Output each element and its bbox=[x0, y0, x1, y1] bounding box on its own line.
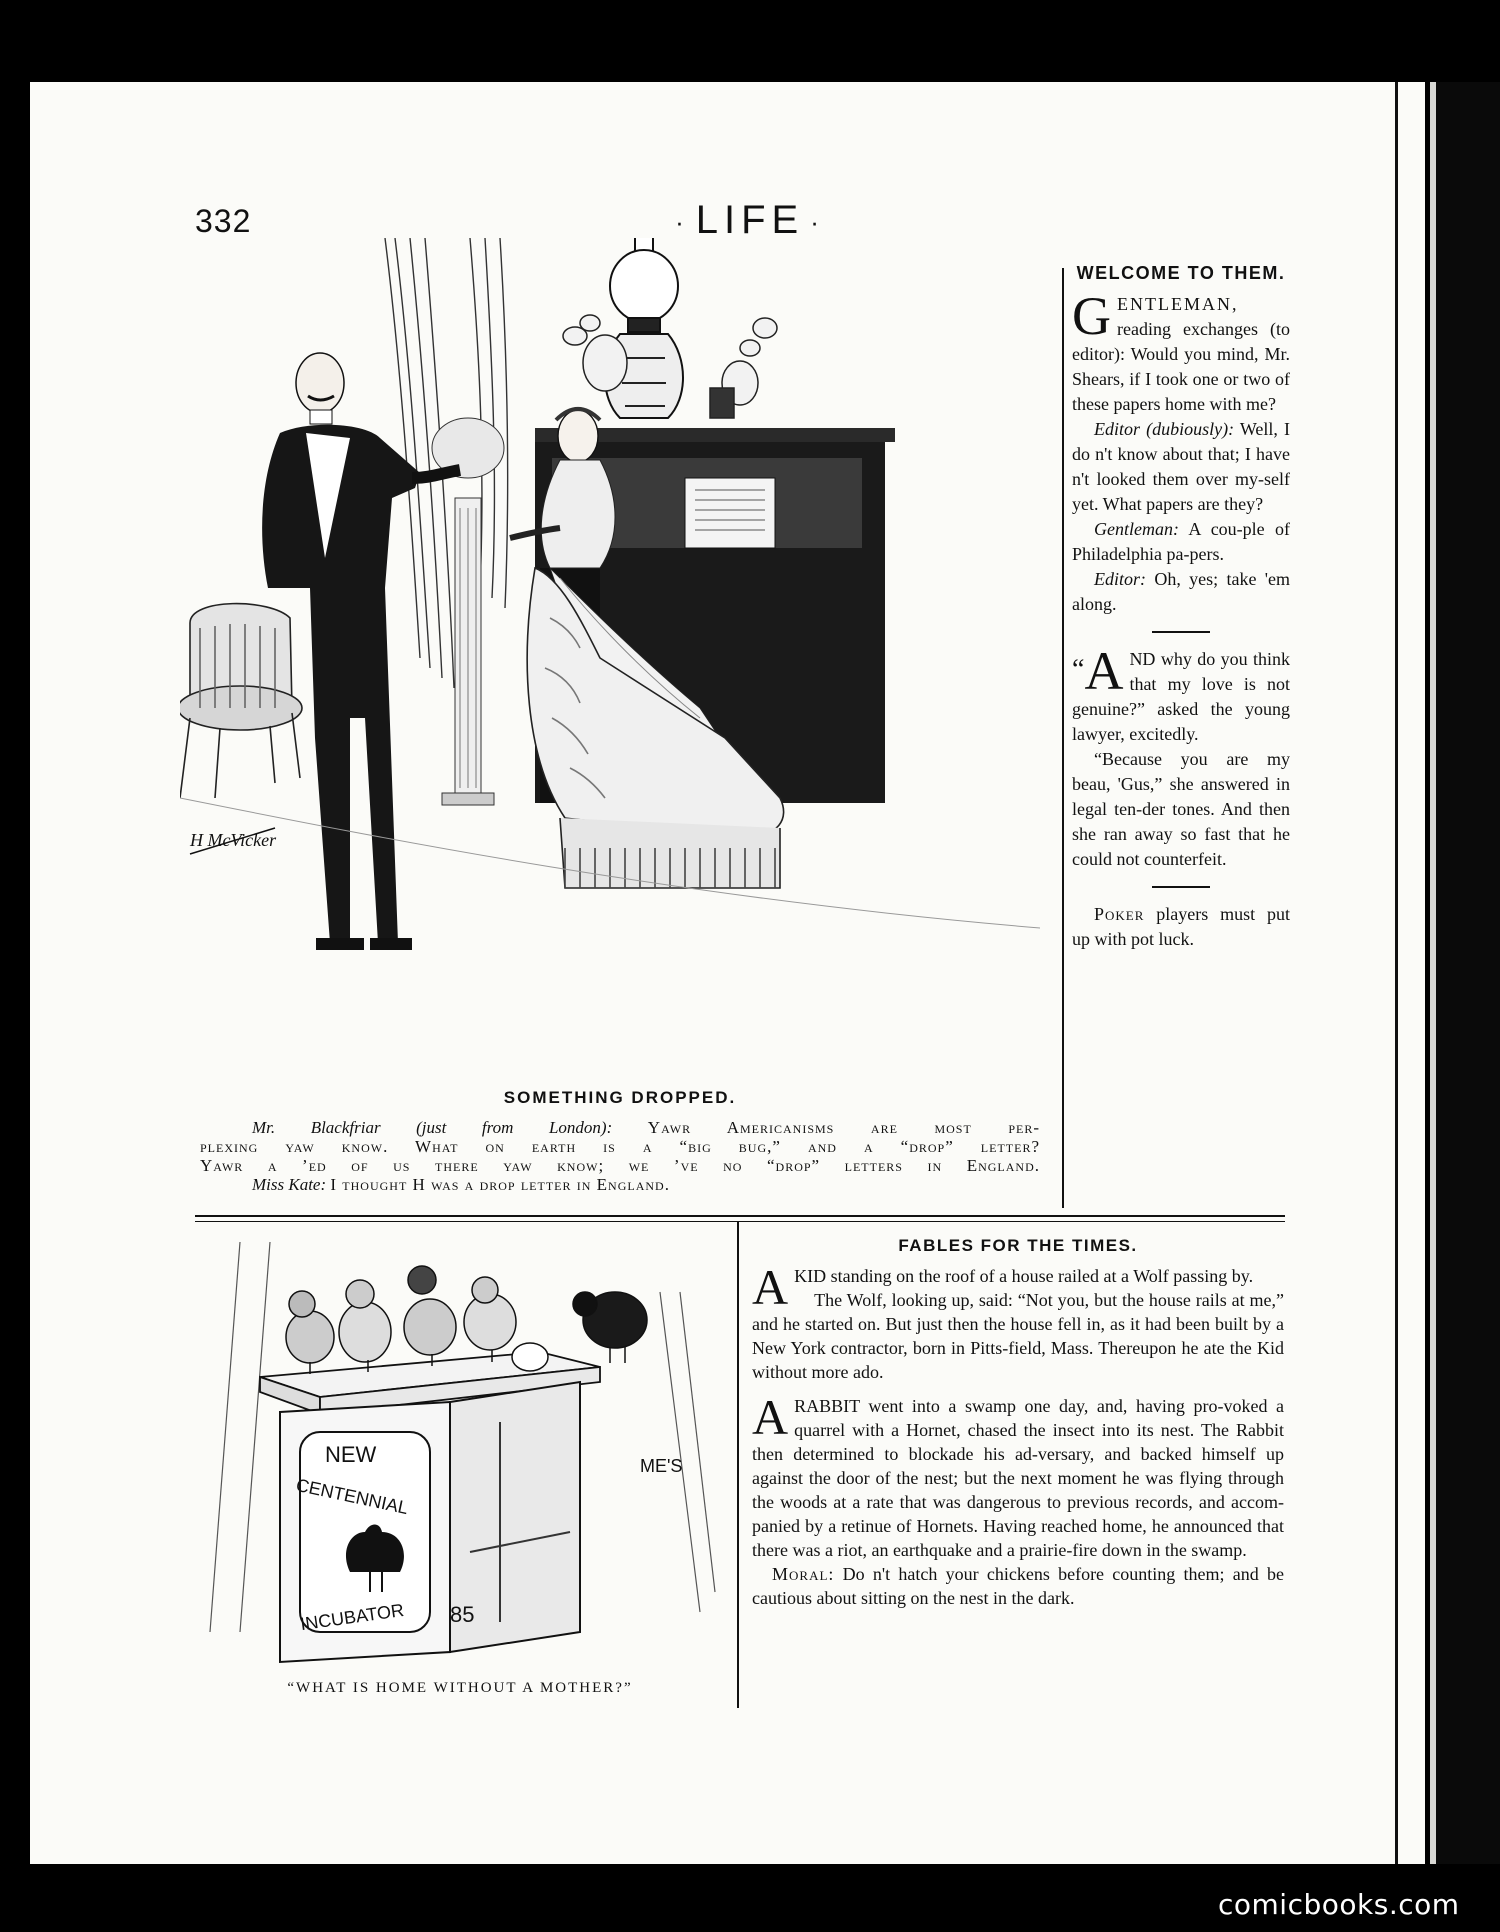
paragraph-text: Well, I do n't know about that; I have n't looked them over my-self yet. What papers are they? bbox=[1072, 419, 1290, 514]
page-number: 332 bbox=[195, 203, 252, 239]
sidebar-story-3 bbox=[1072, 902, 1290, 952]
paragraph-text: Oh, yes; take 'em along. bbox=[1072, 569, 1290, 614]
facing-page-edge bbox=[1430, 82, 1500, 1864]
svg-text:INCUBATOR: INCUBATOR bbox=[299, 1599, 406, 1635]
fable-1-continued: The Wolf, looking up, said: “Not you, but the house rails at me,” and he started on. But just then the house fell in, as it had been built by a New York contractor, born in Pitts-field, Mass. Thereupon he ate the Kid without more ado. bbox=[752, 1290, 1284, 1382]
cartoon-title: SOMETHING DROPPED. bbox=[503, 1088, 737, 1107]
svg-text:85: 85 bbox=[450, 1602, 475, 1627]
fables-title: FABLES FOR THE TIMES. bbox=[898, 1236, 1138, 1255]
cartoon-caption bbox=[200, 1118, 1040, 1194]
site-watermark: comicbooks.com bbox=[1218, 1888, 1460, 1921]
caption-line-2: plexing yaw know. What on earth is a “big bug,” and a “drop” letter? bbox=[200, 1137, 1040, 1156]
column-divider-top bbox=[1062, 268, 1064, 1208]
paragraph-text: standing on the roof of a house railed at a Wolf passing by. bbox=[830, 1266, 1254, 1286]
page-spine bbox=[1395, 82, 1420, 1864]
paragraph-text: reading exchanges (to editor): Would you mind, Mr. Shears, if I took one or two of these papers home with me? bbox=[1072, 319, 1290, 414]
sidebar-paragraph-1 bbox=[1072, 286, 1290, 417]
short-rule bbox=[1152, 886, 1210, 888]
drop-cap-g: G bbox=[1072, 286, 1111, 346]
sidebar-paragraph-2 bbox=[1072, 417, 1290, 517]
fable-2 bbox=[752, 1389, 1284, 1562]
sidebar-paragraph-4 bbox=[1072, 567, 1290, 617]
sidebar-paragraph-3 bbox=[1072, 517, 1290, 567]
speaker-blackfriar: Mr. Blackfriar bbox=[252, 1118, 381, 1137]
lead-word: KID bbox=[794, 1266, 827, 1286]
drop-cap-a: A bbox=[1084, 641, 1124, 701]
drop-cap-a: A bbox=[752, 1259, 789, 1315]
wicker-chair-drawing bbox=[180, 604, 302, 798]
magazine-title: LIFE bbox=[695, 198, 805, 242]
sidebar-story-2-reply: “Because you are my beau, 'Gus,” she answered in legal ten-der tones. And then she ran away so fast that he could not counterfeit. bbox=[1072, 749, 1290, 869]
masthead: · LIFE · bbox=[675, 198, 825, 242]
open-quote: “ bbox=[1072, 654, 1085, 685]
moral-label: Moral: bbox=[772, 1564, 835, 1584]
paragraph-text: why do you think that my love is not genuine?” asked the young lawyer, excitedly. bbox=[1072, 649, 1290, 744]
oil-lamp-drawing bbox=[605, 238, 683, 418]
speaker-editor: Editor bbox=[1094, 419, 1141, 439]
gentleman-figure-drawing bbox=[262, 353, 460, 950]
caption-text-4: I thought H was a drop letter in England. bbox=[330, 1175, 670, 1194]
incubator-illustration bbox=[200, 1232, 720, 1672]
column-divider-bottom bbox=[737, 1222, 739, 1708]
svg-text:ME'S: ME'S bbox=[640, 1456, 683, 1476]
parlor-illustration bbox=[180, 238, 1040, 1058]
short-rule bbox=[1152, 631, 1210, 633]
speaker-editor: Editor: bbox=[1094, 569, 1146, 589]
speaker-aside: (just from London): bbox=[416, 1118, 613, 1137]
fable-moral bbox=[752, 1562, 1284, 1610]
svg-text:NEW: NEW bbox=[325, 1442, 377, 1467]
section-divider bbox=[195, 1215, 1285, 1222]
fable-1 bbox=[752, 1259, 1284, 1315]
sidebar-column bbox=[1072, 262, 1290, 952]
caption-line-3: Yawr a ’ed of us there yaw know; we ’ve no “drop” letters in England. bbox=[200, 1156, 1040, 1175]
sidebar-title: WELCOME TO THEM. bbox=[1076, 263, 1286, 283]
lead-word: RABBIT bbox=[794, 1396, 860, 1416]
paragraph-text: players must put up with pot luck. bbox=[1072, 904, 1290, 949]
lead-word: ND bbox=[1129, 649, 1156, 669]
speaker-aside: (dubiously): bbox=[1146, 419, 1235, 439]
moral-text: Do n't hatch your chickens before counting them; and be cautious about sitting on the nest in the dark. bbox=[752, 1564, 1284, 1608]
incubator-caption: “WHAT IS HOME WITHOUT A MOTHER?” bbox=[287, 1680, 633, 1696]
caption-line-1 bbox=[200, 1118, 1040, 1137]
svg-text:CENTENNIAL: CENTENNIAL bbox=[294, 1474, 411, 1519]
sidebar-story-2 bbox=[1072, 641, 1290, 747]
speaker-gentleman: Gentleman: bbox=[1094, 519, 1179, 539]
fables-column bbox=[752, 1234, 1284, 1610]
caption-text-1: Yawr Americanisms are most per- bbox=[647, 1118, 1041, 1137]
paragraph-text: went into a swamp one day, and, having pro-voked a quarrel with a Hornet, chased the insect into its nest. The Rabbit then determined to blockade his ad-versary, and backed himself up against the door of the nest; but the next moment he was flying through the woods at a rate that was dangerous to previous records, and accom-panied by a retinue of Hornets. Having reached home, he announced that there was a riot, an earthquake and a prairie-fire down in the swamp. bbox=[752, 1396, 1284, 1560]
lead-word: ENTLEMAN, bbox=[1117, 294, 1239, 314]
artist-signature bbox=[189, 828, 277, 854]
caption-line-4 bbox=[200, 1175, 1040, 1194]
speaker-kate: Miss Kate: bbox=[252, 1175, 327, 1194]
lead-word: Poker bbox=[1094, 904, 1145, 924]
paragraph-text: A cou-ple of Philadelphia pa-pers. bbox=[1072, 519, 1290, 564]
drop-cap-a: A bbox=[752, 1389, 789, 1445]
svg-text:H McVicker: H McVicker bbox=[190, 830, 277, 850]
